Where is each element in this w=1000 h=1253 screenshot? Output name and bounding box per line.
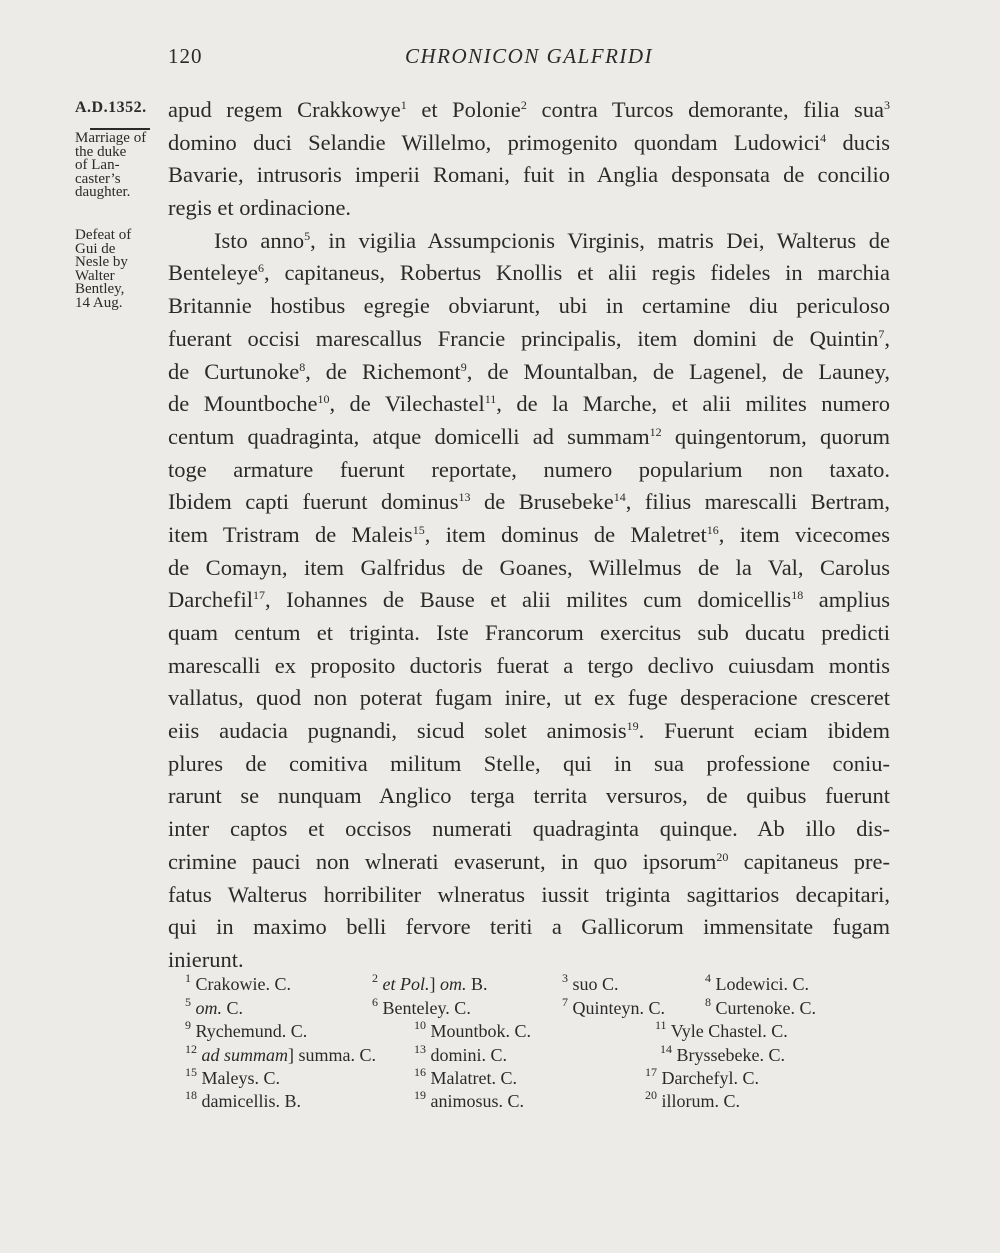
- footnote: [660, 1042, 785, 1066]
- footnote-number: 4: [705, 971, 711, 985]
- text-line: [168, 388, 890, 421]
- text-run: de Brusebeke: [470, 489, 614, 515]
- footnote-ref: 4: [820, 130, 827, 145]
- footnote-text: Quinteyn. C.: [572, 998, 665, 1018]
- footnote-ref: 13: [458, 490, 471, 505]
- text-run: Bavarie, intrusoris imperii Romani, fuit in Anglia desponsata de concilio: [168, 162, 890, 188]
- text-run: Britannie hostibus egregie obviarunt, ubi in certamine diu periculoso: [168, 293, 890, 319]
- text-line: [168, 748, 890, 781]
- text-line: [168, 290, 890, 323]
- text-run: ducis: [826, 129, 890, 155]
- footnote-ref: 17: [252, 588, 265, 603]
- sidenote-line: Gui de: [75, 240, 116, 257]
- text-line: [168, 225, 890, 258]
- text-run: item Tristram de Maleis: [168, 521, 413, 547]
- footnote: [414, 1042, 508, 1066]
- footnote-number: 11: [655, 1018, 667, 1032]
- footnote-text: ] summa. C.: [288, 1045, 377, 1065]
- text-run: , filius marescalli Bertram,: [625, 489, 891, 515]
- text-line: [168, 159, 890, 192]
- footnote-text: Benteley. C.: [382, 998, 471, 1018]
- footnote-number: 20: [645, 1088, 657, 1102]
- footnote: [185, 1018, 308, 1042]
- text-run: de Comayn, item Galfridus de Goanes, Willelmus de la Val, Carolus: [168, 554, 890, 580]
- text-run: centum quadraginta, atque domicelli ad summam: [168, 423, 650, 449]
- text-line: [168, 650, 890, 683]
- footnote-text: animosus. C.: [430, 1091, 525, 1111]
- text-run: rarunt se nunquam Anglico terga territa versuros, de quibus fuerunt: [168, 783, 890, 809]
- sidenote-line: Bentley,: [75, 281, 125, 297]
- text-run: , de la Marche, et alii milites numero: [496, 391, 891, 417]
- footnote-number: 14: [660, 1042, 672, 1056]
- footnote-ref: 18: [791, 588, 804, 603]
- text-run: , de Mountalban, de Lagenel, de Launey,: [466, 358, 890, 384]
- body-text: [168, 94, 890, 977]
- footnote-text: Malatret. C.: [430, 1068, 517, 1088]
- footnote-number: 1: [185, 971, 191, 985]
- footnote-number: 2: [372, 971, 378, 985]
- footnote-number: 13: [414, 1042, 426, 1056]
- sidenote-defeat: [75, 229, 131, 310]
- sidenote-line: the duke: [75, 143, 127, 160]
- text-run: Ibidem capti fuerunt dominus: [168, 489, 459, 515]
- text-run: vallatus, quod non poterat fugam inire, ut ex fuge desperacione cresceret: [168, 685, 890, 711]
- footnote-ref: 12: [649, 424, 662, 439]
- text-run: fatus Walterus horribiliter wlneratus iussit triginta sagittarios decapitari,: [168, 881, 890, 907]
- text-line: [168, 454, 890, 487]
- text-run: crimine pauci non wlnerati evaserunt, in quo ipsorum: [168, 848, 717, 874]
- text-run: , Iohannes de Bause et alii milites cum domicellis: [264, 587, 792, 613]
- footnote-number: 17: [645, 1065, 657, 1079]
- footnote: [185, 1088, 301, 1112]
- footnote: [414, 1018, 532, 1042]
- footnote-number: 5: [185, 995, 191, 1009]
- text-run: de Curtunoke: [168, 358, 300, 384]
- footnote: [372, 995, 471, 1019]
- footnote: [645, 1088, 741, 1112]
- footnote-text: B.: [466, 974, 488, 994]
- text-line: [168, 780, 890, 813]
- sidenote-marriage: [75, 132, 146, 200]
- margin-year: A.D.1352.: [75, 99, 147, 116]
- footnote-text: Maleys. C.: [201, 1068, 280, 1088]
- text-line: [168, 94, 890, 127]
- text-run: inter captos et occisos numerati quadraginta quinque. Ab illo dis-: [168, 816, 890, 842]
- text-line: [168, 584, 890, 617]
- text-run: toge armature fuerunt reportate, numero popularium non taxato.: [168, 456, 890, 482]
- text-run: inierunt.: [168, 946, 244, 972]
- footnote-number: 7: [562, 995, 568, 1009]
- sidenote-line: caster’s: [75, 170, 121, 187]
- text-run: ,: [884, 325, 890, 351]
- footnote-ref: 7: [878, 326, 885, 341]
- text-line: [168, 552, 890, 585]
- text-line: [168, 323, 890, 356]
- footnote-ref: 19: [626, 719, 639, 734]
- footnote-lemma: et Pol.: [382, 974, 430, 994]
- footnote-text: Darchefyl. C.: [661, 1068, 759, 1088]
- footnote-ref: 5: [304, 228, 311, 243]
- footnote-number: 6: [372, 995, 378, 1009]
- footnote-number: 10: [414, 1018, 426, 1032]
- footnote-text: Crakowie. C.: [195, 974, 291, 994]
- footnote-text: domini. C.: [430, 1045, 508, 1065]
- footnote-number: 16: [414, 1065, 426, 1079]
- sidenote-line: daughter.: [75, 184, 131, 200]
- footnote-text: Lodewici. C.: [715, 974, 809, 994]
- footnote-number: 3: [562, 971, 568, 985]
- footnote-text: damicellis. B.: [201, 1091, 301, 1111]
- footnote-ref: 1: [400, 98, 407, 112]
- text-line: [168, 356, 890, 389]
- text-line: [168, 944, 890, 977]
- sidenote-line: of Lan-: [75, 157, 120, 173]
- text-run: contra Turcos demorante, filia sua: [526, 97, 884, 122]
- text-line: [168, 911, 890, 944]
- footnote-text: ]: [429, 974, 440, 994]
- text-run: amplius: [803, 587, 890, 613]
- text-line: [168, 127, 890, 160]
- footnote-ref: 16: [706, 522, 719, 537]
- text-run: . Fuerunt eciam ibidem: [638, 718, 890, 744]
- text-run: quingentorum, quorum: [661, 423, 890, 449]
- text-run: Darchefil: [168, 587, 253, 613]
- text-run: Benteleye: [168, 260, 258, 286]
- text-line: [168, 682, 890, 715]
- footnote: [185, 1042, 377, 1066]
- text-line: [168, 519, 890, 552]
- sidenote-line: Nesle by: [75, 254, 128, 270]
- text-line: [168, 257, 890, 290]
- text-run: de Mountboche: [168, 391, 318, 417]
- footnote: [185, 1065, 280, 1089]
- text-run: capitaneus pre-: [728, 848, 890, 874]
- footnote-ref: 3: [884, 98, 890, 112]
- footnote: [562, 971, 619, 995]
- footnote-ref: 6: [257, 261, 264, 276]
- text-line: [168, 486, 890, 519]
- text-run: , capitaneus, Robertus Knollis et alii regis fideles in marchia: [263, 260, 890, 286]
- text-run: qui in maximo belli fervore teriti a Gallicorum immensitate fugam: [168, 914, 890, 940]
- footnote: [645, 1065, 759, 1089]
- sidenote-line: Defeat of: [75, 227, 132, 243]
- footnote-ref: 11: [484, 392, 497, 407]
- footnote-ref: 2: [520, 98, 527, 112]
- footnote-text: Mountbok. C.: [430, 1021, 532, 1041]
- text-line: [168, 846, 890, 879]
- footnote: [705, 971, 809, 995]
- text-run: fuerant occisi marescallus Francie principalis, item domini de Quintin: [168, 325, 879, 351]
- text-run: , item vicecomes: [718, 521, 890, 547]
- text-run: plures de comitiva militum Stelle, qui in sua professione coniu-: [168, 750, 890, 776]
- sidenote-line: 14 Aug.: [75, 294, 123, 311]
- footnote-ref: 15: [412, 522, 425, 537]
- footnote-number: 15: [185, 1065, 197, 1079]
- footnote-text: Curtenoke. C.: [715, 998, 816, 1018]
- footnote-text: Bryssebeke. C.: [676, 1045, 785, 1065]
- page-number: 120: [168, 44, 203, 68]
- text-line: [168, 715, 890, 748]
- footnote-number: 19: [414, 1088, 426, 1102]
- text-run: domino duci Selandie Willelmo, primogenito quondam Ludowici: [168, 129, 821, 155]
- text-run: quam centum et triginta. Iste Francorum exercitus sub ducatu predicti: [168, 620, 890, 645]
- running-head: CHRONICON GALFRIDI: [405, 44, 654, 68]
- footnote: [414, 1065, 517, 1089]
- footnote-text: C.: [222, 998, 244, 1018]
- text-run: , de Vilechastel: [329, 391, 485, 417]
- footnote-number: 18: [185, 1088, 197, 1102]
- footnote: [705, 995, 816, 1019]
- footnote-text: illorum. C.: [661, 1091, 741, 1111]
- footnote-number: 8: [705, 995, 711, 1009]
- text-run: apud regem Crakkowye: [168, 97, 401, 122]
- sidenote-line: Walter: [75, 267, 115, 284]
- footnote-ref: 9: [460, 359, 467, 374]
- footnote-ref: 8: [299, 359, 306, 374]
- text-run: Isto anno: [214, 227, 305, 253]
- text-line: [168, 879, 890, 912]
- footnote-ref: 10: [317, 392, 330, 407]
- footnote-lemma: ad summam: [201, 1045, 289, 1065]
- footnote: [372, 971, 488, 995]
- footnote: [655, 1018, 788, 1042]
- text-line: [168, 192, 890, 225]
- footnote-lemma: om.: [440, 974, 467, 994]
- footnote-lemma: om.: [195, 998, 222, 1018]
- footnote-ref: 14: [613, 490, 626, 505]
- sidenote-line: Marriage of: [75, 130, 147, 146]
- text-run: , item dominus de Maletret: [424, 521, 707, 547]
- footnote: [414, 1088, 525, 1112]
- footnote: [562, 995, 665, 1019]
- footnote-ref: 20: [716, 849, 729, 864]
- text-run: regis et ordinacione.: [168, 195, 352, 221]
- footnote-text: suo C.: [572, 974, 619, 994]
- footnote-number: 12: [185, 1042, 197, 1056]
- footnote-number: 9: [185, 1018, 191, 1032]
- text-run: eiis audacia pugnandi, sicud solet animosis: [168, 718, 627, 744]
- footnote-text: Vyle Chastel. C.: [670, 1021, 788, 1041]
- text-line: [168, 813, 890, 846]
- text-run: marescalli ex proposito ductoris fuerat a tergo declivo cuiusdam montis: [168, 652, 890, 678]
- text-run: , in vigilia Assumpcionis Virginis, matris Dei, Walterus de: [310, 227, 890, 253]
- text-line: [168, 421, 890, 454]
- text-run: et Polonie: [406, 97, 521, 122]
- text-line: [168, 617, 890, 650]
- footnote-text: Rychemund. C.: [195, 1021, 308, 1041]
- footnote: [185, 971, 291, 995]
- text-run: , de Richemont: [305, 358, 461, 384]
- footnote: [185, 995, 244, 1019]
